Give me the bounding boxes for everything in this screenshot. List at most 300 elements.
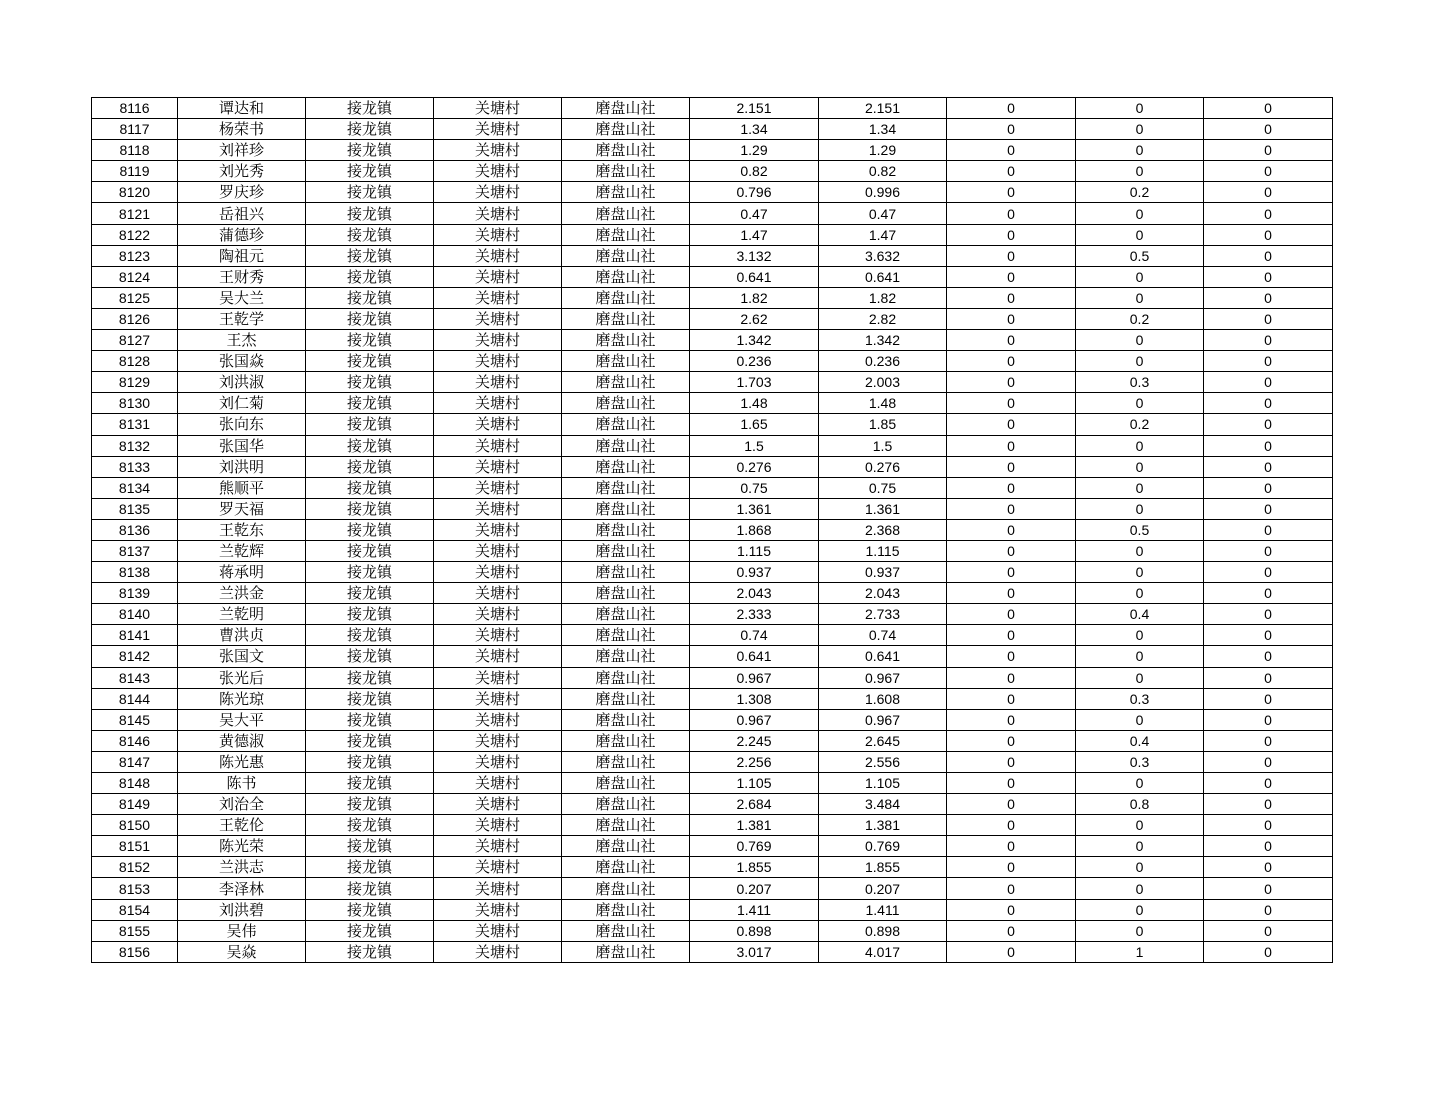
cell-value-a: 0.796 [690, 182, 819, 203]
table-row [92, 266, 1333, 287]
cell-group: 磨盘山社 [562, 815, 690, 836]
cell-town: 接龙镇 [306, 836, 434, 857]
cell-group: 磨盘山社 [562, 540, 690, 561]
cell-group: 磨盘山社 [562, 372, 690, 393]
cell-row-number: 8120 [92, 182, 178, 203]
cell-row-number: 8131 [92, 414, 178, 435]
cell-value-c: 0 [947, 308, 1076, 329]
cell-value-a: 1.34 [690, 119, 819, 140]
cell-town: 接龙镇 [306, 245, 434, 266]
cell-group: 磨盘山社 [562, 773, 690, 794]
cell-value-c: 0 [947, 815, 1076, 836]
cell-value-d: 0 [1076, 878, 1204, 899]
cell-town: 接龙镇 [306, 688, 434, 709]
cell-group: 磨盘山社 [562, 287, 690, 308]
cell-value-a: 1.361 [690, 498, 819, 519]
cell-group: 磨盘山社 [562, 203, 690, 224]
cell-value-e: 0 [1204, 604, 1333, 625]
cell-name: 刘仁菊 [178, 393, 306, 414]
cell-town: 接龙镇 [306, 941, 434, 962]
cell-value-b: 1.82 [819, 287, 947, 308]
cell-group: 磨盘山社 [562, 688, 690, 709]
cell-row-number: 8130 [92, 393, 178, 414]
cell-value-e: 0 [1204, 667, 1333, 688]
cell-value-d: 0 [1076, 330, 1204, 351]
cell-row-number: 8155 [92, 920, 178, 941]
cell-value-d: 0 [1076, 203, 1204, 224]
cell-town: 接龙镇 [306, 604, 434, 625]
cell-name: 李泽林 [178, 878, 306, 899]
cell-value-d: 0 [1076, 119, 1204, 140]
cell-town: 接龙镇 [306, 899, 434, 920]
cell-town: 接龙镇 [306, 308, 434, 329]
cell-name: 兰乾明 [178, 604, 306, 625]
cell-value-a: 0.47 [690, 203, 819, 224]
cell-value-e: 0 [1204, 941, 1333, 962]
cell-value-b: 2.003 [819, 372, 947, 393]
table-row [92, 815, 1333, 836]
table-row [92, 751, 1333, 772]
cell-name: 蒋承明 [178, 562, 306, 583]
cell-value-a: 0.641 [690, 266, 819, 287]
cell-row-number: 8150 [92, 815, 178, 836]
cell-town: 接龙镇 [306, 730, 434, 751]
cell-town: 接龙镇 [306, 773, 434, 794]
cell-value-e: 0 [1204, 794, 1333, 815]
table-row [92, 562, 1333, 583]
table-row [92, 583, 1333, 604]
cell-value-a: 1.29 [690, 140, 819, 161]
cell-value-b: 1.361 [819, 498, 947, 519]
cell-village: 关塘村 [434, 224, 562, 245]
cell-town: 接龙镇 [306, 751, 434, 772]
cell-group: 磨盘山社 [562, 161, 690, 182]
cell-village: 关塘村 [434, 519, 562, 540]
cell-value-d: 0 [1076, 140, 1204, 161]
cell-value-c: 0 [947, 730, 1076, 751]
cell-value-a: 2.256 [690, 751, 819, 772]
cell-group: 磨盘山社 [562, 393, 690, 414]
cell-value-e: 0 [1204, 498, 1333, 519]
cell-value-b: 0.898 [819, 920, 947, 941]
table-row [92, 435, 1333, 456]
cell-group: 磨盘山社 [562, 646, 690, 667]
cell-value-e: 0 [1204, 330, 1333, 351]
cell-value-b: 1.381 [819, 815, 947, 836]
cell-name: 熊顺平 [178, 477, 306, 498]
cell-value-a: 1.47 [690, 224, 819, 245]
cell-value-b: 2.82 [819, 308, 947, 329]
cell-value-d: 0 [1076, 899, 1204, 920]
cell-row-number: 8149 [92, 794, 178, 815]
cell-value-a: 0.967 [690, 709, 819, 730]
cell-value-d: 0 [1076, 287, 1204, 308]
cell-value-a: 1.855 [690, 857, 819, 878]
cell-name: 兰洪金 [178, 583, 306, 604]
cell-value-c: 0 [947, 878, 1076, 899]
cell-value-c: 0 [947, 351, 1076, 372]
cell-value-b: 1.85 [819, 414, 947, 435]
cell-value-a: 1.115 [690, 540, 819, 561]
cell-value-c: 0 [947, 794, 1076, 815]
cell-row-number: 8139 [92, 583, 178, 604]
cell-value-a: 1.342 [690, 330, 819, 351]
cell-town: 接龙镇 [306, 435, 434, 456]
cell-value-b: 0.967 [819, 709, 947, 730]
cell-value-b: 0.937 [819, 562, 947, 583]
cell-village: 关塘村 [434, 266, 562, 287]
cell-value-b: 0.769 [819, 836, 947, 857]
cell-value-e: 0 [1204, 540, 1333, 561]
cell-village: 关塘村 [434, 625, 562, 646]
cell-village: 关塘村 [434, 456, 562, 477]
table-row [92, 351, 1333, 372]
cell-value-b: 2.368 [819, 519, 947, 540]
cell-name: 陈光荣 [178, 836, 306, 857]
cell-group: 磨盘山社 [562, 266, 690, 287]
cell-name: 杨荣书 [178, 119, 306, 140]
cell-row-number: 8151 [92, 836, 178, 857]
cell-name: 吴伟 [178, 920, 306, 941]
cell-village: 关塘村 [434, 646, 562, 667]
cell-name: 蒲德珍 [178, 224, 306, 245]
cell-value-a: 2.333 [690, 604, 819, 625]
cell-village: 关塘村 [434, 140, 562, 161]
cell-group: 磨盘山社 [562, 351, 690, 372]
cell-value-b: 0.207 [819, 878, 947, 899]
table-row [92, 730, 1333, 751]
cell-value-c: 0 [947, 836, 1076, 857]
table-row [92, 878, 1333, 899]
cell-value-c: 0 [947, 773, 1076, 794]
cell-group: 磨盘山社 [562, 330, 690, 351]
cell-group: 磨盘山社 [562, 836, 690, 857]
cell-name: 王财秀 [178, 266, 306, 287]
cell-value-e: 0 [1204, 583, 1333, 604]
cell-value-c: 0 [947, 709, 1076, 730]
cell-name: 兰乾辉 [178, 540, 306, 561]
cell-town: 接龙镇 [306, 351, 434, 372]
cell-town: 接龙镇 [306, 330, 434, 351]
cell-value-a: 1.82 [690, 287, 819, 308]
cell-value-d: 0 [1076, 773, 1204, 794]
cell-value-b: 1.29 [819, 140, 947, 161]
cell-value-e: 0 [1204, 98, 1333, 119]
cell-value-c: 0 [947, 330, 1076, 351]
cell-row-number: 8140 [92, 604, 178, 625]
cell-value-b: 0.82 [819, 161, 947, 182]
cell-row-number: 8145 [92, 709, 178, 730]
cell-value-e: 0 [1204, 773, 1333, 794]
cell-value-a: 0.769 [690, 836, 819, 857]
cell-row-number: 8126 [92, 308, 178, 329]
cell-value-a: 1.48 [690, 393, 819, 414]
cell-value-d: 0.2 [1076, 308, 1204, 329]
cell-town: 接龙镇 [306, 583, 434, 604]
cell-name: 王杰 [178, 330, 306, 351]
cell-row-number: 8118 [92, 140, 178, 161]
table-row [92, 941, 1333, 962]
cell-value-b: 1.34 [819, 119, 947, 140]
cell-name: 黄德淑 [178, 730, 306, 751]
cell-group: 磨盘山社 [562, 751, 690, 772]
table-row [92, 456, 1333, 477]
cell-value-c: 0 [947, 182, 1076, 203]
cell-value-b: 0.75 [819, 477, 947, 498]
cell-value-b: 2.645 [819, 730, 947, 751]
cell-group: 磨盘山社 [562, 98, 690, 119]
cell-value-b: 0.641 [819, 266, 947, 287]
cell-value-c: 0 [947, 857, 1076, 878]
cell-name: 王乾学 [178, 308, 306, 329]
cell-value-b: 0.47 [819, 203, 947, 224]
cell-value-b: 2.043 [819, 583, 947, 604]
cell-group: 磨盘山社 [562, 730, 690, 751]
cell-group: 磨盘山社 [562, 667, 690, 688]
cell-name: 刘光秀 [178, 161, 306, 182]
cell-name: 兰洪志 [178, 857, 306, 878]
table-row [92, 519, 1333, 540]
cell-value-e: 0 [1204, 435, 1333, 456]
table-row [92, 119, 1333, 140]
cell-value-a: 0.937 [690, 562, 819, 583]
cell-row-number: 8136 [92, 519, 178, 540]
cell-name: 张国华 [178, 435, 306, 456]
cell-value-c: 0 [947, 562, 1076, 583]
cell-value-a: 0.967 [690, 667, 819, 688]
cell-value-d: 0 [1076, 477, 1204, 498]
cell-value-a: 2.043 [690, 583, 819, 604]
table-row [92, 498, 1333, 519]
cell-value-e: 0 [1204, 857, 1333, 878]
cell-value-d: 0 [1076, 920, 1204, 941]
cell-name: 陈光琼 [178, 688, 306, 709]
cell-name: 罗天福 [178, 498, 306, 519]
cell-group: 磨盘山社 [562, 308, 690, 329]
cell-row-number: 8135 [92, 498, 178, 519]
cell-value-d: 0 [1076, 815, 1204, 836]
table-row [92, 857, 1333, 878]
cell-row-number: 8143 [92, 667, 178, 688]
cell-row-number: 8148 [92, 773, 178, 794]
cell-village: 关塘村 [434, 773, 562, 794]
cell-value-d: 0 [1076, 667, 1204, 688]
cell-value-d: 0 [1076, 393, 1204, 414]
table-row [92, 414, 1333, 435]
cell-value-d: 0 [1076, 857, 1204, 878]
cell-town: 接龙镇 [306, 414, 434, 435]
cell-value-c: 0 [947, 688, 1076, 709]
cell-value-c: 0 [947, 604, 1076, 625]
cell-village: 关塘村 [434, 498, 562, 519]
cell-value-a: 1.65 [690, 414, 819, 435]
cell-value-d: 0.3 [1076, 751, 1204, 772]
cell-group: 磨盘山社 [562, 941, 690, 962]
cell-value-c: 0 [947, 625, 1076, 646]
cell-value-a: 0.75 [690, 477, 819, 498]
cell-row-number: 8142 [92, 646, 178, 667]
cell-village: 关塘村 [434, 119, 562, 140]
cell-value-e: 0 [1204, 477, 1333, 498]
cell-value-a: 1.5 [690, 435, 819, 456]
table-row [92, 540, 1333, 561]
cell-value-c: 0 [947, 667, 1076, 688]
table-row [92, 709, 1333, 730]
cell-value-a: 1.105 [690, 773, 819, 794]
cell-value-e: 0 [1204, 456, 1333, 477]
cell-village: 关塘村 [434, 414, 562, 435]
cell-row-number: 8125 [92, 287, 178, 308]
cell-name: 吴大兰 [178, 287, 306, 308]
cell-value-b: 1.48 [819, 393, 947, 414]
cell-value-c: 0 [947, 140, 1076, 161]
cell-town: 接龙镇 [306, 540, 434, 561]
cell-row-number: 8128 [92, 351, 178, 372]
cell-town: 接龙镇 [306, 646, 434, 667]
table-row [92, 477, 1333, 498]
cell-group: 磨盘山社 [562, 477, 690, 498]
cell-village: 关塘村 [434, 667, 562, 688]
cell-town: 接龙镇 [306, 372, 434, 393]
cell-value-d: 0.2 [1076, 414, 1204, 435]
cell-value-d: 0 [1076, 266, 1204, 287]
cell-value-b: 4.017 [819, 941, 947, 962]
cell-value-d: 0 [1076, 498, 1204, 519]
table-row [92, 287, 1333, 308]
cell-village: 关塘村 [434, 709, 562, 730]
cell-value-c: 0 [947, 920, 1076, 941]
cell-row-number: 8156 [92, 941, 178, 962]
cell-town: 接龙镇 [306, 98, 434, 119]
cell-name: 陈书 [178, 773, 306, 794]
cell-village: 关塘村 [434, 815, 562, 836]
cell-village: 关塘村 [434, 330, 562, 351]
cell-value-b: 0.996 [819, 182, 947, 203]
cell-village: 关塘村 [434, 878, 562, 899]
cell-village: 关塘村 [434, 540, 562, 561]
cell-village: 关塘村 [434, 604, 562, 625]
cell-value-c: 0 [947, 98, 1076, 119]
cell-name: 谭达和 [178, 98, 306, 119]
table-row [92, 836, 1333, 857]
cell-row-number: 8127 [92, 330, 178, 351]
cell-value-d: 0 [1076, 98, 1204, 119]
cell-row-number: 8146 [92, 730, 178, 751]
cell-value-d: 0 [1076, 836, 1204, 857]
cell-value-b: 0.276 [819, 456, 947, 477]
cell-village: 关塘村 [434, 836, 562, 857]
cell-value-a: 1.703 [690, 372, 819, 393]
cell-value-d: 0.3 [1076, 372, 1204, 393]
cell-group: 磨盘山社 [562, 709, 690, 730]
cell-value-b: 3.632 [819, 245, 947, 266]
cell-value-b: 0.967 [819, 667, 947, 688]
cell-value-b: 1.115 [819, 540, 947, 561]
cell-group: 磨盘山社 [562, 519, 690, 540]
cell-value-e: 0 [1204, 161, 1333, 182]
cell-value-a: 3.017 [690, 941, 819, 962]
cell-village: 关塘村 [434, 583, 562, 604]
cell-row-number: 8152 [92, 857, 178, 878]
cell-value-b: 2.733 [819, 604, 947, 625]
table-row [92, 203, 1333, 224]
cell-town: 接龙镇 [306, 878, 434, 899]
cell-value-e: 0 [1204, 899, 1333, 920]
cell-value-d: 0 [1076, 540, 1204, 561]
table-row [92, 899, 1333, 920]
cell-value-d: 0.5 [1076, 245, 1204, 266]
cell-value-e: 0 [1204, 224, 1333, 245]
table-row [92, 625, 1333, 646]
cell-village: 关塘村 [434, 435, 562, 456]
cell-value-e: 0 [1204, 519, 1333, 540]
cell-village: 关塘村 [434, 899, 562, 920]
table-row [92, 646, 1333, 667]
cell-value-c: 0 [947, 224, 1076, 245]
cell-group: 磨盘山社 [562, 604, 690, 625]
cell-value-d: 0.5 [1076, 519, 1204, 540]
cell-value-d: 0.4 [1076, 730, 1204, 751]
cell-row-number: 8123 [92, 245, 178, 266]
cell-value-e: 0 [1204, 688, 1333, 709]
cell-town: 接龙镇 [306, 161, 434, 182]
table-row [92, 920, 1333, 941]
cell-value-d: 0.3 [1076, 688, 1204, 709]
cell-value-e: 0 [1204, 878, 1333, 899]
cell-value-e: 0 [1204, 646, 1333, 667]
cell-value-c: 0 [947, 435, 1076, 456]
cell-row-number: 8122 [92, 224, 178, 245]
cell-row-number: 8124 [92, 266, 178, 287]
cell-value-e: 0 [1204, 625, 1333, 646]
cell-village: 关塘村 [434, 941, 562, 962]
cell-value-c: 0 [947, 245, 1076, 266]
cell-value-c: 0 [947, 393, 1076, 414]
cell-row-number: 8134 [92, 477, 178, 498]
cell-group: 磨盘山社 [562, 498, 690, 519]
cell-value-b: 0.236 [819, 351, 947, 372]
cell-town: 接龙镇 [306, 456, 434, 477]
cell-value-e: 0 [1204, 393, 1333, 414]
cell-value-e: 0 [1204, 287, 1333, 308]
cell-group: 磨盘山社 [562, 857, 690, 878]
cell-town: 接龙镇 [306, 815, 434, 836]
cell-value-b: 1.105 [819, 773, 947, 794]
cell-value-a: 3.132 [690, 245, 819, 266]
cell-town: 接龙镇 [306, 224, 434, 245]
cell-name: 罗庆珍 [178, 182, 306, 203]
cell-group: 磨盘山社 [562, 414, 690, 435]
table-row [92, 245, 1333, 266]
cell-value-b: 1.5 [819, 435, 947, 456]
cell-value-d: 1 [1076, 941, 1204, 962]
cell-value-c: 0 [947, 119, 1076, 140]
cell-town: 接龙镇 [306, 140, 434, 161]
cell-value-e: 0 [1204, 730, 1333, 751]
cell-value-c: 0 [947, 941, 1076, 962]
cell-name: 张向东 [178, 414, 306, 435]
table-row [92, 140, 1333, 161]
cell-value-e: 0 [1204, 245, 1333, 266]
cell-value-b: 1.608 [819, 688, 947, 709]
cell-value-a: 2.151 [690, 98, 819, 119]
cell-value-b: 1.855 [819, 857, 947, 878]
cell-value-a: 1.308 [690, 688, 819, 709]
table-row [92, 308, 1333, 329]
cell-value-a: 0.74 [690, 625, 819, 646]
cell-value-d: 0 [1076, 562, 1204, 583]
cell-village: 关塘村 [434, 372, 562, 393]
